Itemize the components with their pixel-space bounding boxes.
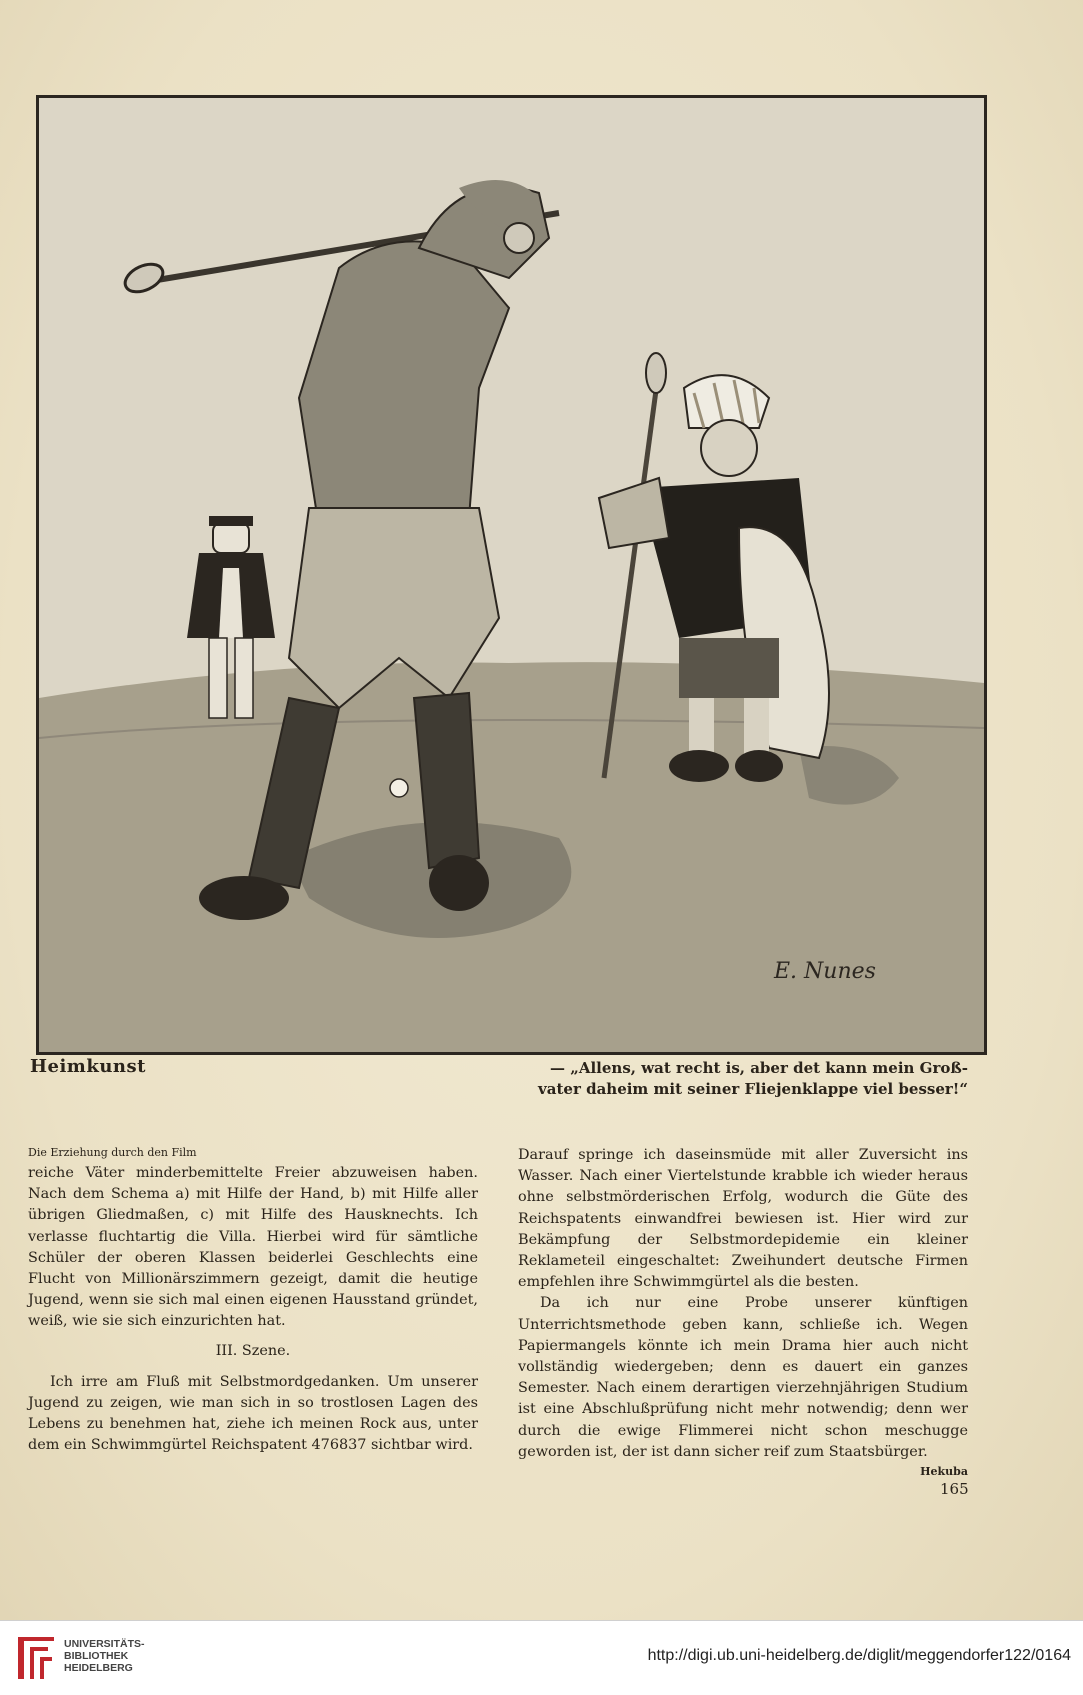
author-signature: Hekuba [920, 1465, 968, 1479]
right-paragraph-1: Darauf springe ich daseinsmüde mit aller Zuversicht ins Wasser. Nach einer Viertelstunde krabble ich wieder heraus ohne selbstmörderischen Erfolg, wodurch die Güte des Reichspatents einwandfrei bewiesen ist. Hier wird zur Bekämpfung der Selbstmordepidemie ein kleiner Reklameteil eingeschaltet: Zweihundert deutsche Firmen empfehlen ihre Schwimmgürtel als die besten. [518, 1147, 968, 1291]
university-logo-text[interactable] [64, 1638, 145, 1674]
university-logo-icon[interactable] [14, 1633, 58, 1683]
article-column-right [518, 1145, 968, 1482]
logo-line-1: UNIVERSITÄTS- [64, 1638, 145, 1650]
caption-title: Heimkunst [30, 1056, 146, 1077]
quote-line-1: — „Allens, wat recht is, aber det kann mein Groß- [549, 1059, 968, 1077]
quote-line-2: vater daheim mit seiner Fliejenklappe viel besser!“ [538, 1080, 968, 1098]
golf-illustration [36, 95, 987, 1055]
viewer-footer [0, 1620, 1083, 1695]
scene-heading: III. Szene. [215, 1342, 291, 1359]
article-kicker: Die Erziehung durch den Film [28, 1146, 197, 1159]
left-paragraph-1: reiche Väter minderbemittelte Freier abzuweisen haben. Nach dem Schema a) mit Hilfe der Hand, b) mit Hilfe aller übrigen Gliedmaßen, c) mit Hilfe des Hausknechts. Ich verlasse fluchtartig die Villa. Hierbei wird für sämtliche Schüler der oberen Klassen beiderlei Geschlechts eine Flucht von Millionärszimmern gezeigt, damit die heutige Jugend, wenn sie sich mal einen eigenen Hausstand gründet, weiß, wie sie sich einzurichten hat. [28, 1165, 478, 1330]
golf-ball [390, 779, 408, 797]
caption-quote [520, 1058, 968, 1100]
permalink-url[interactable]: http://digi.ub.uni-heidelberg.de/diglit/meggendorfer122/0164 [647, 1647, 1071, 1664]
artist-signature: E. Nunes [774, 959, 876, 984]
logo-line-2: BIBLIOTHEK [64, 1650, 129, 1662]
golf-cartoon [39, 98, 984, 1052]
left-paragraph-2: Ich irre am Fluß mit Selbstmordgedanken. Um unserer Jugend zu zeigen, wie man sich in so trostlosen Lagen des Lebens zu benehmen hat, ziehe ich meinen Rock aus, unter dem ein Schwimmgürtel Reichspatent 476837 sichtbar wird. [28, 1373, 478, 1454]
page-number: 165 [940, 1480, 969, 1498]
article-column-left [28, 1145, 478, 1457]
right-paragraph-2: Da ich nur eine Probe unserer künftigen Unterrichtsmethode geben kann, schließe ich. Wegen Papiermangels könnte ich mein Drama hier auch nicht vollständig wiedergeben; denn es dauert ein ganzes Semester. Nach einem derartigen vierzehnjährigen Studium ist eine Abschlußprüfung nicht mehr notwendig; denn wer durch die ewige Flimmerei nicht schon meschugge geworden ist, der ist dann sicher reif zum Staatsbürger. [518, 1295, 968, 1460]
logo-line-3: HEIDELBERG [64, 1662, 133, 1674]
